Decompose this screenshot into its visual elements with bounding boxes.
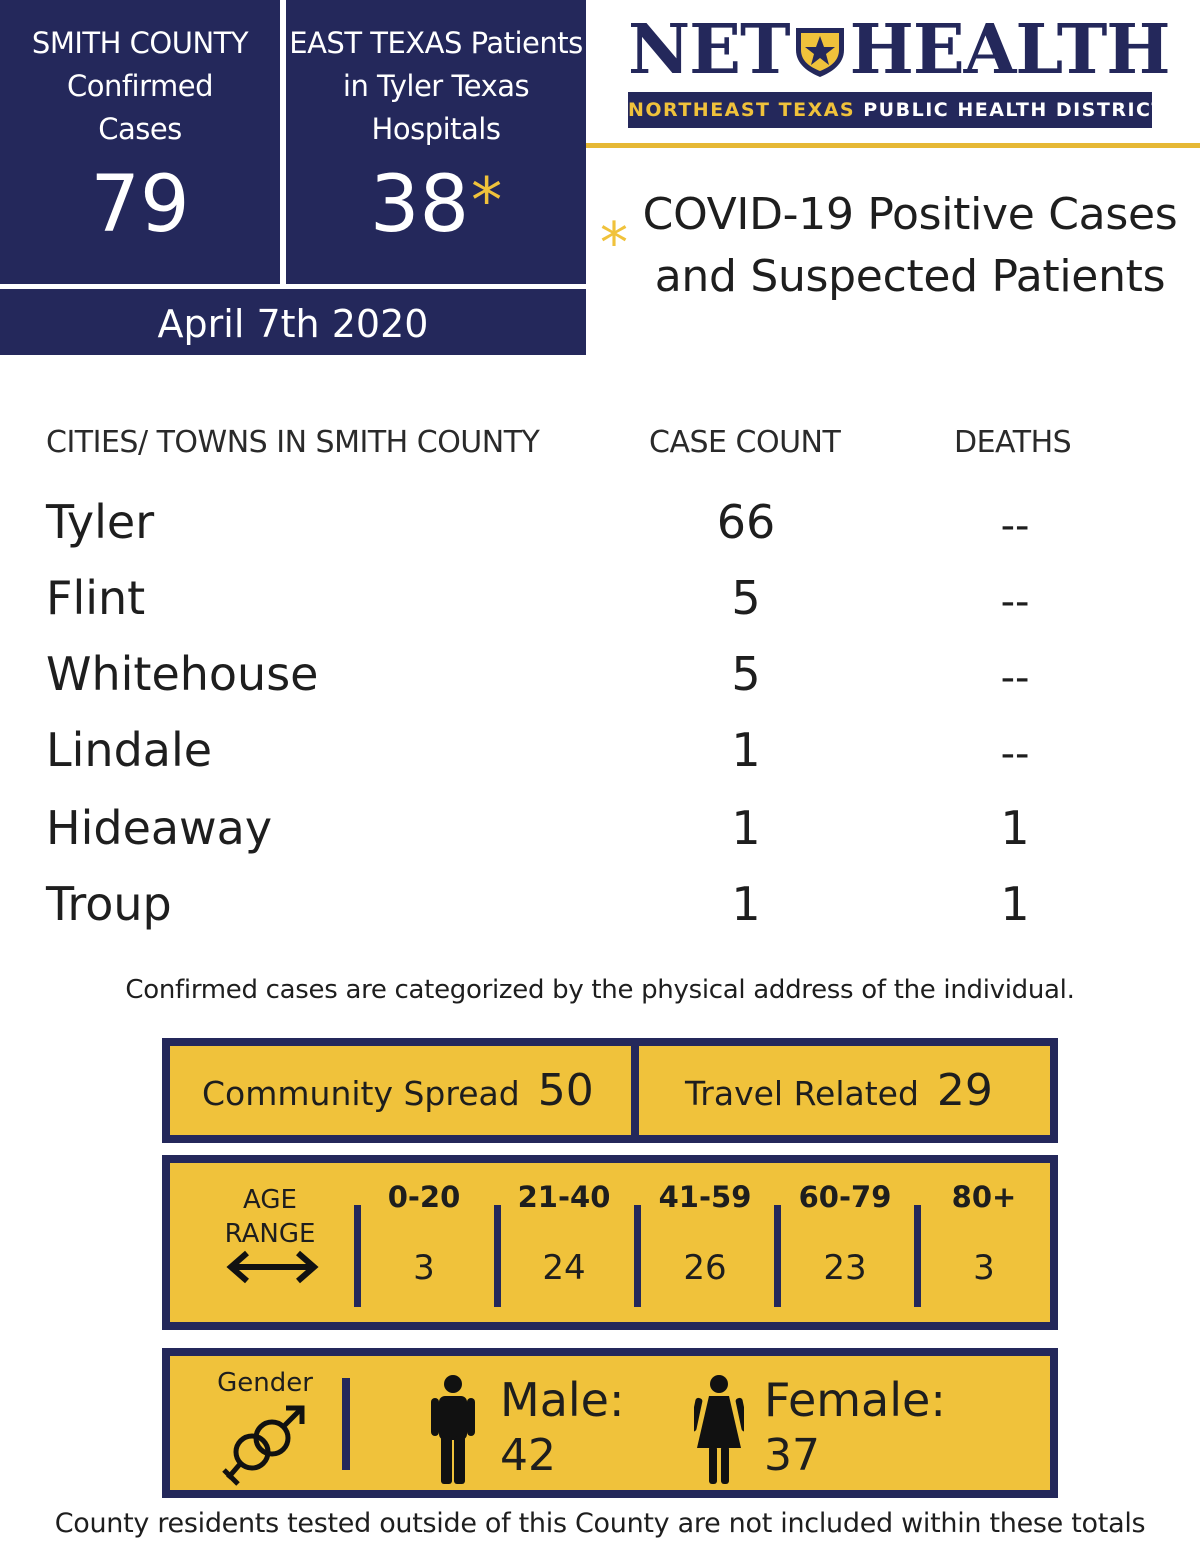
transmission-summary-box [162, 1038, 1058, 1143]
gender-divider [342, 1378, 350, 1470]
male-stat [500, 1374, 624, 1482]
gender-box [162, 1348, 1058, 1498]
age-divider [634, 1205, 641, 1307]
city-name: Troup [46, 877, 172, 931]
age-group [924, 1177, 1044, 1293]
age-group [785, 1177, 905, 1293]
age-range-label: 41-59 [658, 1180, 752, 1214]
city-name: Whitehouse [46, 647, 319, 701]
age-group [364, 1177, 484, 1293]
city-name: Tyler [46, 495, 155, 549]
age-divider [354, 1205, 361, 1307]
male-count: 42 [500, 1430, 556, 1481]
death-count: -- [1000, 503, 1030, 549]
death-count: -- [1000, 731, 1030, 777]
address-note: Confirmed cases are categorized by the physical address of the individual. [125, 975, 1075, 1005]
female-stat [764, 1374, 946, 1482]
age-group [504, 1177, 624, 1293]
age-range-count: 23 [823, 1248, 867, 1288]
community-spread-value: 50 [537, 1065, 594, 1116]
female-label: Female: [764, 1373, 946, 1427]
case-count: 5 [731, 571, 761, 625]
footer-note: County residents tested outside of this County are not included within these totals [54, 1508, 1146, 1539]
female-count: 37 [764, 1430, 820, 1481]
age-divider [494, 1205, 501, 1307]
age-divider [914, 1205, 921, 1307]
gender-symbol-icon [220, 1400, 310, 1488]
community-spread: Community Spread 50 [202, 1065, 594, 1116]
smith-county-label: SMITH COUNTY Confirmed Cases [31, 26, 249, 146]
death-count: -- [1000, 579, 1030, 625]
case-count: 1 [731, 877, 761, 931]
travel-related: Travel Related 29 [685, 1065, 993, 1116]
case-count: 5 [731, 647, 761, 701]
death-count: 1 [1000, 877, 1030, 931]
age-range-label: 80+ [951, 1180, 1017, 1214]
net-health-logo [628, 10, 1170, 126]
asterisk-marker-icon: * [600, 211, 628, 276]
case-count: 66 [716, 495, 776, 549]
table-row [0, 790, 1200, 866]
logo-tagline: NORTHEAST TEXAS PUBLIC HEALTH DISTRICT [628, 92, 1152, 128]
age-range-title: AGE RANGE [224, 1185, 316, 1249]
age-range-count: 24 [542, 1248, 586, 1288]
age-range-count: 3 [973, 1248, 995, 1288]
age-range-label: 0-20 [387, 1180, 461, 1214]
death-count: -- [1000, 655, 1030, 701]
table-row [0, 560, 1200, 636]
case-count: 1 [731, 723, 761, 777]
double-arrow-icon [225, 1247, 320, 1287]
table-row [0, 636, 1200, 712]
age-range-count: 3 [413, 1248, 435, 1288]
gender-title: Gender [217, 1368, 313, 1398]
male-label: Male: [500, 1373, 625, 1427]
smith-county-cases-panel [0, 0, 280, 284]
age-range-count: 26 [683, 1248, 727, 1288]
east-texas-patients-panel [286, 0, 586, 284]
age-range-box [162, 1155, 1058, 1330]
city-name: Lindale [46, 723, 213, 777]
table-row [0, 484, 1200, 560]
city-name: Hideaway [46, 801, 273, 855]
smith-county-cases-value: 79 [90, 160, 190, 250]
report-date: April 7th 2020 [157, 302, 429, 346]
texas-star-shield-icon [790, 20, 850, 80]
city-name: Flint [46, 571, 146, 625]
header-case-count: CASE COUNT [649, 425, 841, 460]
header-cities: CITIES/ TOWNS IN SMITH COUNTY [46, 425, 540, 460]
case-count: 1 [731, 801, 761, 855]
date-banner [0, 289, 586, 355]
age-range-label: 60-79 [798, 1180, 892, 1214]
age-group [645, 1177, 765, 1293]
gold-divider [586, 143, 1200, 148]
box-divider [631, 1046, 639, 1135]
page-subtitle: COVID-19 Positive Cases and Suspected Patients [642, 189, 1178, 302]
east-texas-label: EAST TEXAS Patients in Tyler Texas Hospitals [289, 26, 583, 146]
travel-related-value: 29 [936, 1065, 993, 1116]
table-row [0, 712, 1200, 788]
female-figure-icon [694, 1374, 744, 1486]
male-figure-icon [428, 1374, 478, 1486]
table-row [0, 866, 1200, 942]
logo-wordmark: NET HEALTH [628, 10, 1170, 90]
age-divider [774, 1205, 781, 1307]
header-deaths: DEATHS [954, 425, 1072, 460]
asterisk-marker: * [471, 164, 503, 237]
death-count: 1 [1000, 801, 1030, 855]
age-range-label: 21-40 [517, 1180, 611, 1214]
east-texas-patients-value: 38* [369, 160, 503, 250]
